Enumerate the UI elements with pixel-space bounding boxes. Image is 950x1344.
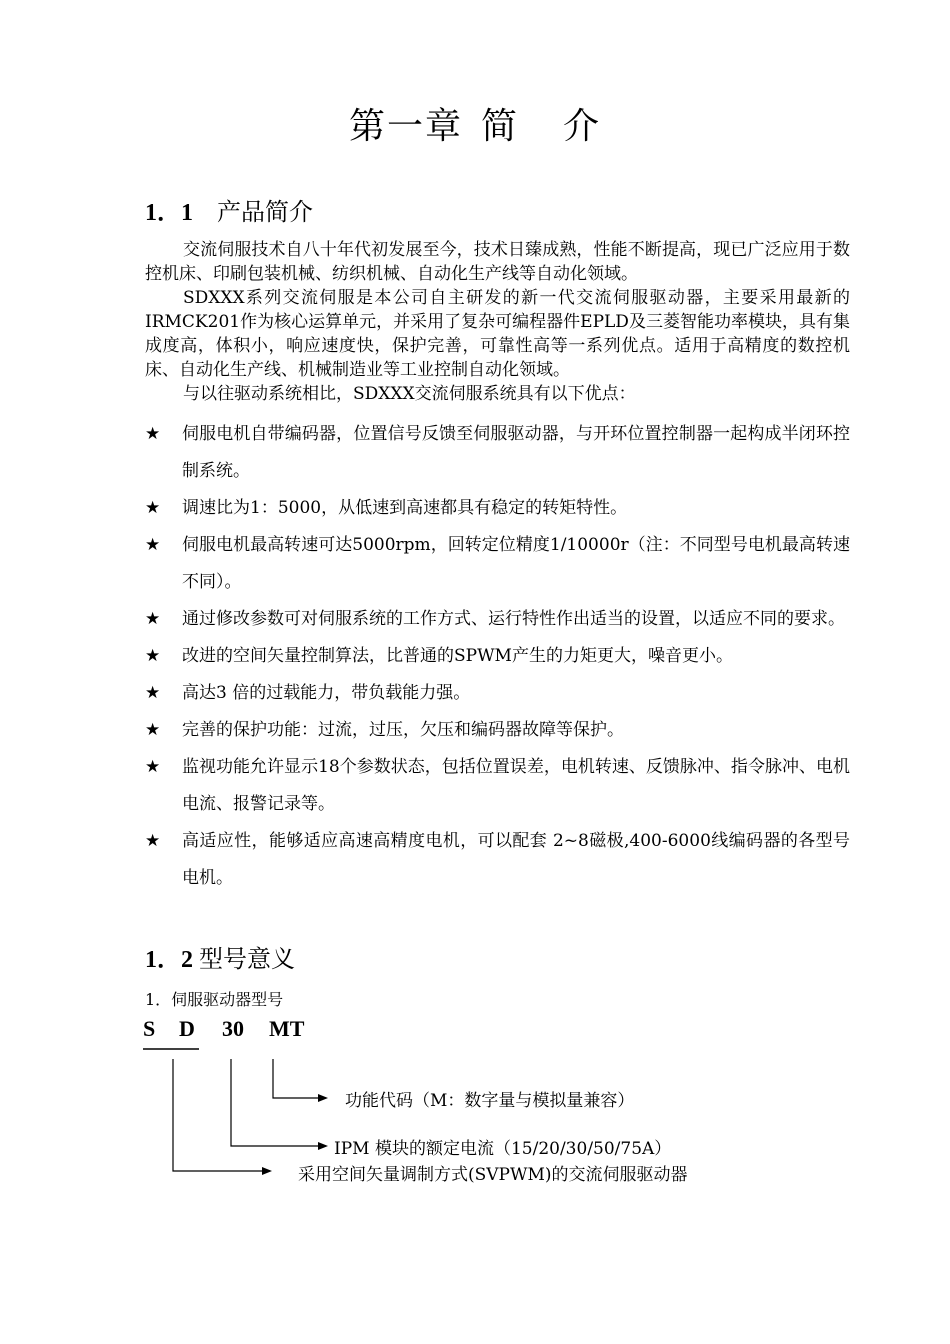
section-title: 产品简介 [217, 198, 313, 226]
sd-connector [173, 1059, 270, 1171]
section-number: 1．1 [145, 200, 193, 226]
chapter-title-part2: 简 [480, 106, 519, 147]
rated-current-label: IPM 模块的额定电流（15/20/30/50/75A） [334, 1139, 672, 1159]
list-item-text: 通过修改参数可对伺服系统的工作方式、运行特性作出适当的设置，以适应不同的要求。 [182, 609, 845, 629]
star-icon: ★ [145, 720, 161, 740]
code-current: 30 [222, 1016, 244, 1041]
function-arrowhead [318, 1094, 328, 1102]
list-item-text: 完善的保护功能：过流，过压，欠压和编码器故障等保护。 [182, 720, 624, 740]
function-code-label: 功能代码（M：数字量与模拟量兼容） [345, 1091, 635, 1111]
star-icon: ★ [145, 646, 161, 666]
paragraph: 与以往驱动系统相比，SDXXX交流伺服系统具有以下优点： [183, 384, 636, 404]
section-number: 1．2 [145, 947, 193, 973]
list-item-text: 改进的空间矢量控制算法，比普通的SPWM产生的力矩更大，噪音更小。 [182, 646, 733, 666]
list-item-text: 监视功能允许显示18个参数状态，包括位置误差，电机转速、反馈脉冲、指令脉冲、电机电流、报警记录等。 [182, 757, 850, 814]
list-item-text: 伺服电机最高转速可达5000rpm，回转定位精度1/10000r（注：不同型号电机最高转速不同）。 [182, 535, 850, 592]
star-icon: ★ [145, 498, 161, 518]
star-icon: ★ [145, 424, 161, 444]
list-item-text: 伺服电机自带编码器，位置信号反馈至伺服驱动器，与开环位置控制器一起构成半闭环控制系统。 [182, 424, 850, 481]
star-icon: ★ [145, 831, 161, 851]
svpwm-label: 采用空间矢量调制方式(SVPWM)的交流伺服驱动器 [298, 1165, 688, 1185]
paragraph: SDXXX系列交流伺服是本公司自主研发的新一代交流伺服驱动器，主要采用最新的IRMCK201作为核心运算单元，并采用了复杂可编程器件EPLD及三菱智能功率模块，具有集成度高，体积小，响应速度快，保护完善，可靠性高等一系列优点。适用于高精度的数控机床、自动化生产线、机械制造业等工业控制自动化领域。 [145, 288, 850, 380]
model-subtitle: 1．伺服驱动器型号 [145, 990, 284, 1009]
paragraph: 交流伺服技术自八十年代初发展至今，技术日臻成熟，性能不断提高，现已广泛应用于数控机床、印刷包装机械、纺织机械、自动化生产线等自动化领域。 [145, 240, 850, 284]
list-item-text: 高达3 倍的过载能力，带负载能力强。 [182, 683, 471, 703]
star-icon: ★ [145, 757, 161, 777]
code-letter-s: S [143, 1016, 156, 1041]
star-icon: ★ [145, 535, 161, 555]
code-letter-d: D [179, 1016, 195, 1041]
current-arrowhead [318, 1142, 328, 1150]
list-item-text: 高适应性，能够适应高速高精度电机，可以配套 2~8磁极,400-6000线编码器的各型号电机。 [182, 831, 850, 888]
sd-arrowhead [262, 1167, 272, 1175]
list-item-text: 调速比为1：5000，从低速到高速都具有稳定的转矩特性。 [182, 498, 628, 518]
section-title: 型号意义 [199, 945, 295, 973]
star-icon: ★ [145, 683, 161, 703]
code-function: MT [269, 1016, 305, 1041]
chapter-title-part1: 第一章 [348, 106, 463, 147]
current-connector [231, 1059, 326, 1146]
star-icon: ★ [145, 609, 161, 629]
chapter-title-part3: 介 [563, 106, 602, 147]
function-connector [273, 1059, 326, 1098]
